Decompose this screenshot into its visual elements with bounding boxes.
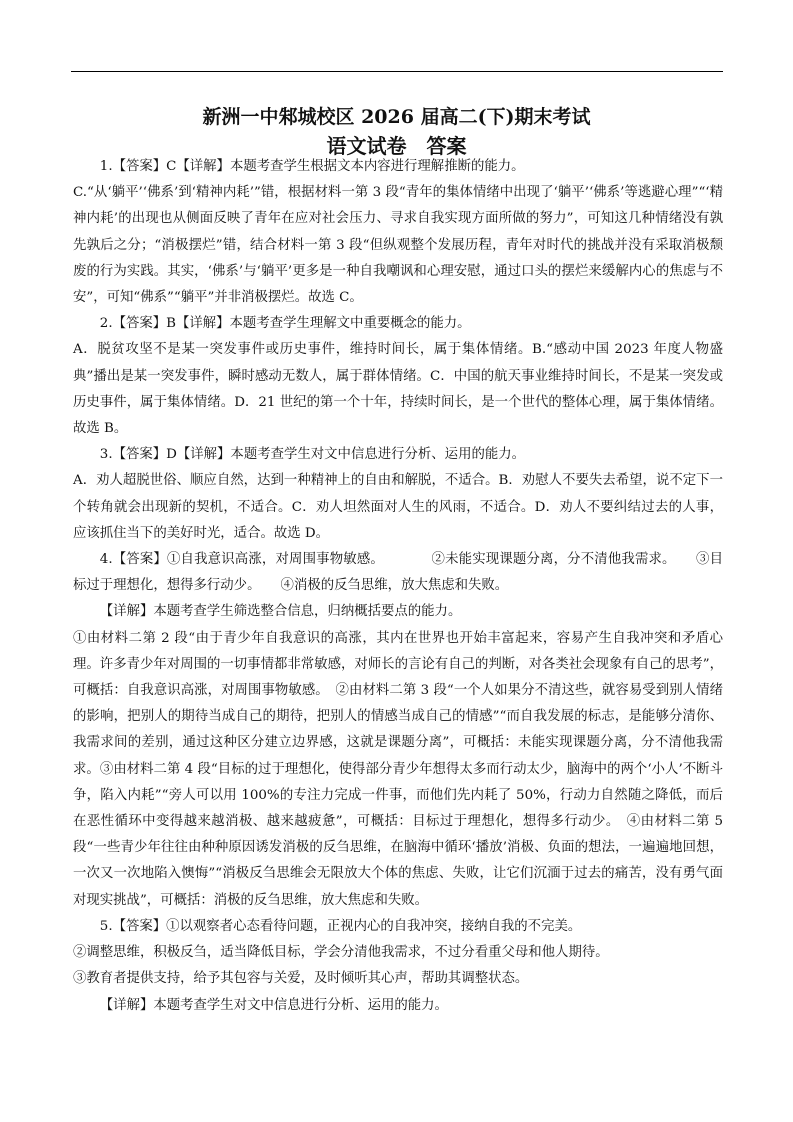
q5-point-2: ②调整思维，积极反刍，适当降低目标，学会分清他我需求，不过分看重父母和他人期待。 [73, 945, 609, 961]
page-subtitle: 语文试卷 答案 [326, 134, 467, 158]
q5-point-3: ③教育者提供支持，给予其包容与关爱，及时倾听其心声，帮助其调整状态。 [73, 971, 529, 987]
q1-explanation: C.“从‘躺平’‘佛系’到‘精神内耗’”错，根据材料一第 3 段“青年的集体情绪中出现了‘躺平’‘佛系’等逃避心理”“‘精神内耗’的出现也从侧面反映了青年在应对社会压力、寻求自我实现方面所做的努力”，可知这几种情绪没有孰先孰后之分；“消极摆烂”错，结合材料一第 3 段“但纵观整个发展历程，青年对时代的挑战并没有采取消极颓废的行为实践。其实，‘佛系’与‘躺平’更多是一种自我嘲讽和心理安慰，通过口头的摆烂来缓解内心的焦虑与不安”，可知“佛系”“躺平”并非消极摆烂。故选 C。 [73, 185, 723, 306]
header-rule [71, 71, 723, 72]
q3-explanation: A．劝人超脱世俗、顺应自然，达到一种精神上的自由和解脱，不适合。B．劝慰人不要失去希望，说不定下一个转角就会出现新的契机，不适合。C．劝人坦然面对人生的风雨，不适合。D．劝人不要纠结过去的人事，应该抓住当下的美好时光，适合。故选 D。 [73, 473, 723, 541]
q2-explanation: A．脱贫攻坚不是某一突发事件或历史事件，维持时间长，属于集体情绪。B.“感动中国 2023 年度人物盛典”播出是某一突发事件，瞬时感动无数人，属于群体情绪。C．中国的航天事业维持时间长，不是某一突发或历史事件，属于集体情绪。D．21 世纪的第一个十年，持续时间长，是一个世代的整体心理，属于集体情绪。故选 B。 [73, 342, 723, 437]
page-title: 新洲一中邾城校区 2026 届高二(下)期末考试 [202, 106, 591, 128]
answer-body [73, 154, 723, 1019]
q4-answer: 4.【答案】①自我意识高涨，对周围事物敏感。 ②未能实现课题分离，分不清他我需求。 ③目标过于理想化，想得多行动少。 ④消极的反刍思维，放大焦虑和失败。 [73, 552, 723, 594]
q3-answer: 3.【答案】D【详解】本题考查学生对文中信息进行分析、运用的能力。 [99, 447, 526, 463]
q1-answer: 1.【答案】C【详解】本题考查学生根据文本内容进行理解推断的能力。 [99, 159, 525, 174]
q4-detail-heading: 【详解】本题考查学生筛选整合信息，归纳概括要点的能力。 [99, 604, 462, 620]
q4-explanation: ①由材料二第 2 段“由于青少年自我意识的高涨，其内在世界也开始丰富起来，容易产生自我冲突和矛盾心理。许多青少年对周围的一切事情都非常敏感，对师长的言论有自己的判断，对各类社会现象有自己的思考”，可概括：自我意识高涨，对周围事物敏感。 ②由材料二第 3 段“一个人如果分不清这些，就容易受到别人情绪的影响，把别人的期待当成自己的期待，把别人的情感当成自己的情感”“而自我发展的标志，是能够分清你、我需求间的差别，通过这种区分建立边界感，这就是课题分离”，可概括：未能实现课题分离，分不清他我需求。③由材料二第 4 段“目标的过于理想化，使得部分青少年想得太多而行动太少，脑海中的两个‘小人’不断斗争，陷入内耗”“旁人可以用 100%的专注力完成一件事，而他们先内耗了 50%，行动力自然随之降低，而后在恶性循环中变得越来越消极、越来越疲惫”，可概括：目标过于理想化，想得多行动少。 ④由材料二第 5 段“一些青少年往往由种种原因诱发消极的反刍思维，在脑海中循环‘播放’消极、负面的想法，一遍遍地回想，一次又一次地陷入懊悔”“消极反刍思维会无限放大个体的焦虑、失败，让它们沉湎于过去的痛苦，没有勇气面对现实挑战”，可概括：消极的反刍思维，放大焦虑和失败。 [73, 630, 723, 908]
q5-answer: 5.【答案】①以观察者心态看待问题，正视内心的自我冲突，接纳自我的不完美。 [99, 918, 582, 934]
q5-detail: 【详解】本题考查学生对文中信息进行分析、运用的能力。 [99, 997, 448, 1013]
q2-answer: 2.【答案】B【详解】本题考查学生理解文中重要概念的能力。 [99, 316, 471, 332]
